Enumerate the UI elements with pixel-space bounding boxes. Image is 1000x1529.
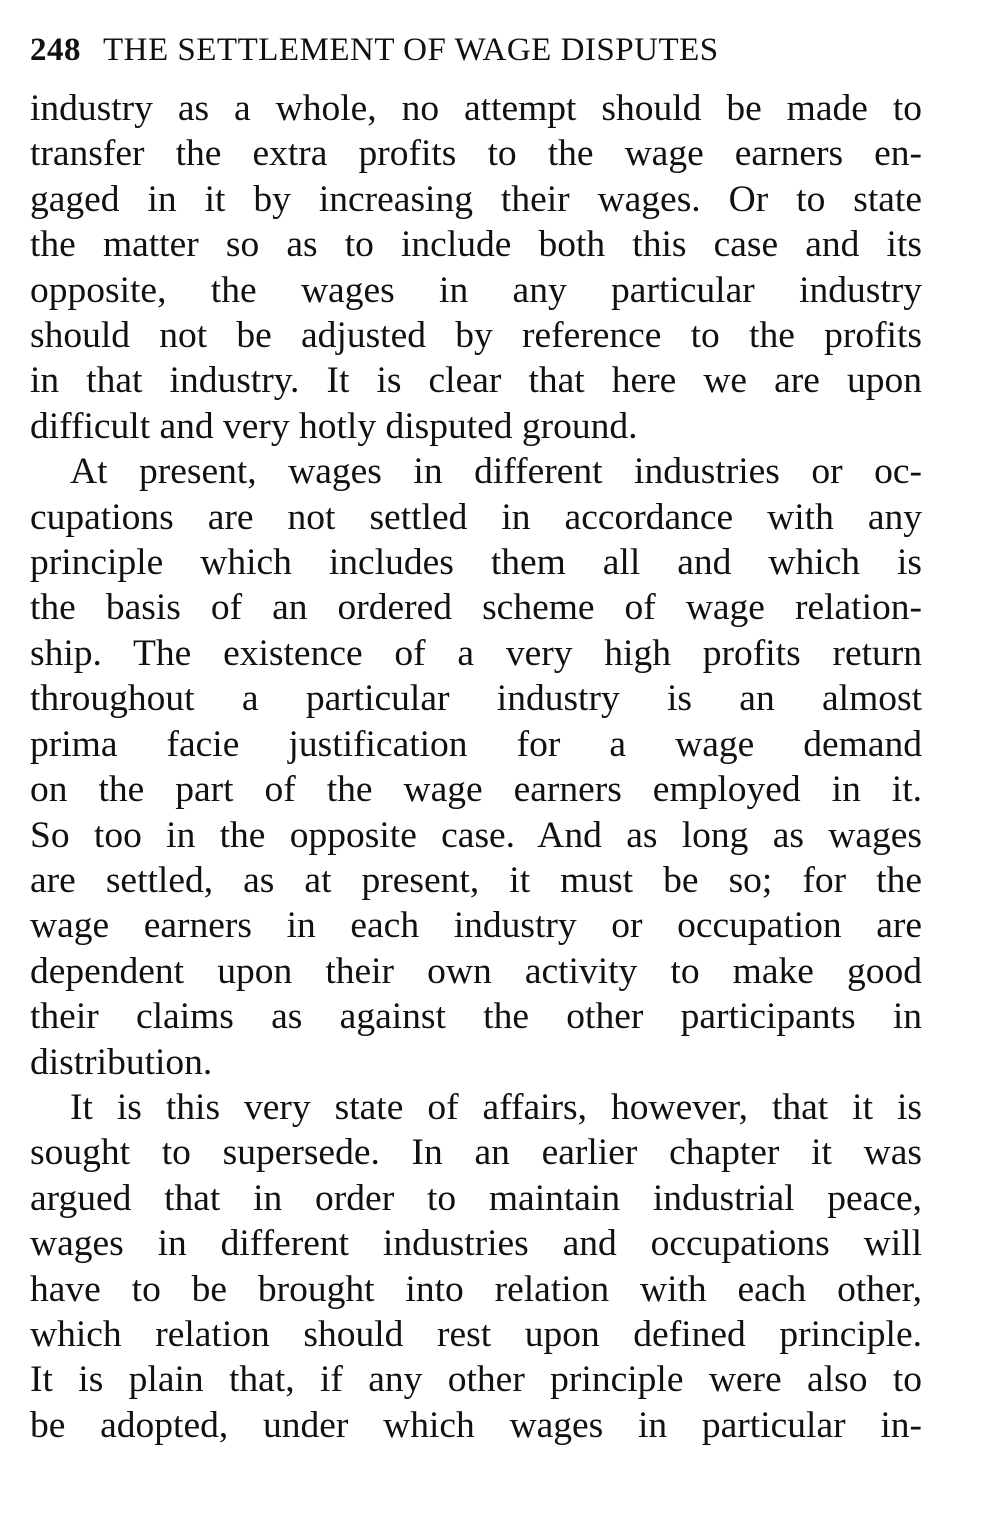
text-line: industry as a whole, no attempt should be made to — [30, 88, 922, 129]
text-line: argued that in order to maintain industrial peace, — [30, 1177, 922, 1219]
text-line: have to be brought into relation with each other, — [30, 1268, 922, 1310]
page-number: 248 — [30, 32, 81, 68]
running-head — [30, 28, 922, 72]
paragraph-1 — [30, 86, 922, 449]
text-line: cupations are not settled in accordance with any — [30, 496, 922, 538]
text-line: the matter so as to include both this case and its — [30, 224, 922, 266]
body-text — [30, 86, 922, 1448]
paragraph-2 — [30, 449, 922, 1085]
text-line: It is this very state of affairs, however, that it is — [70, 1086, 922, 1128]
book-page — [30, 28, 922, 1448]
text-line: be adopted, under which wages in particular in- — [30, 1404, 922, 1446]
text-line: throughout a particular industry is an almost — [30, 678, 922, 720]
text-line: At present, wages in different industries or oc- — [70, 451, 922, 493]
text-line: the basis of an ordered scheme of wage relation- — [30, 587, 922, 629]
text-line: transfer the extra profits to the wage earners en- — [30, 133, 922, 175]
text-line: dependent upon their own activity to make good — [30, 950, 922, 992]
text-line: wages in different industries and occupations will — [30, 1223, 922, 1265]
text-line: ship. The existence of a very high profits return — [30, 632, 922, 674]
text-line: distribution. — [30, 1041, 213, 1083]
text-line: are settled, as at present, it must be so; for the — [30, 859, 922, 901]
text-line: sought to supersede. In an earlier chapter it was — [30, 1132, 922, 1174]
text-line: wage earners in each industry or occupation are — [30, 905, 922, 947]
text-line: in that industry. It is clear that here we are upon — [30, 360, 922, 402]
text-line: prima facie justification for a wage demand — [30, 723, 922, 765]
text-line: So too in the opposite case. And as long as wages — [30, 814, 922, 856]
text-line: should not be adjusted by reference to the profits — [30, 315, 922, 357]
text-line: principle which includes them all and which is — [30, 542, 922, 584]
text-line: It is plain that, if any other principle were also to — [30, 1359, 922, 1401]
paragraph-3 — [30, 1085, 922, 1448]
text-line: opposite, the wages in any particular industry — [30, 269, 922, 311]
text-line: difficult and very hotly disputed ground. — [30, 405, 638, 447]
text-line: their claims as against the other participants in — [30, 996, 922, 1038]
text-line: which relation should rest upon defined principle. — [30, 1313, 922, 1355]
text-line: gaged in it by increasing their wages. Or to state — [30, 178, 922, 220]
running-title: THE SETTLEMENT OF WAGE DISPUTES — [103, 32, 719, 68]
text-line: on the part of the wage earners employed in it. — [30, 769, 922, 811]
